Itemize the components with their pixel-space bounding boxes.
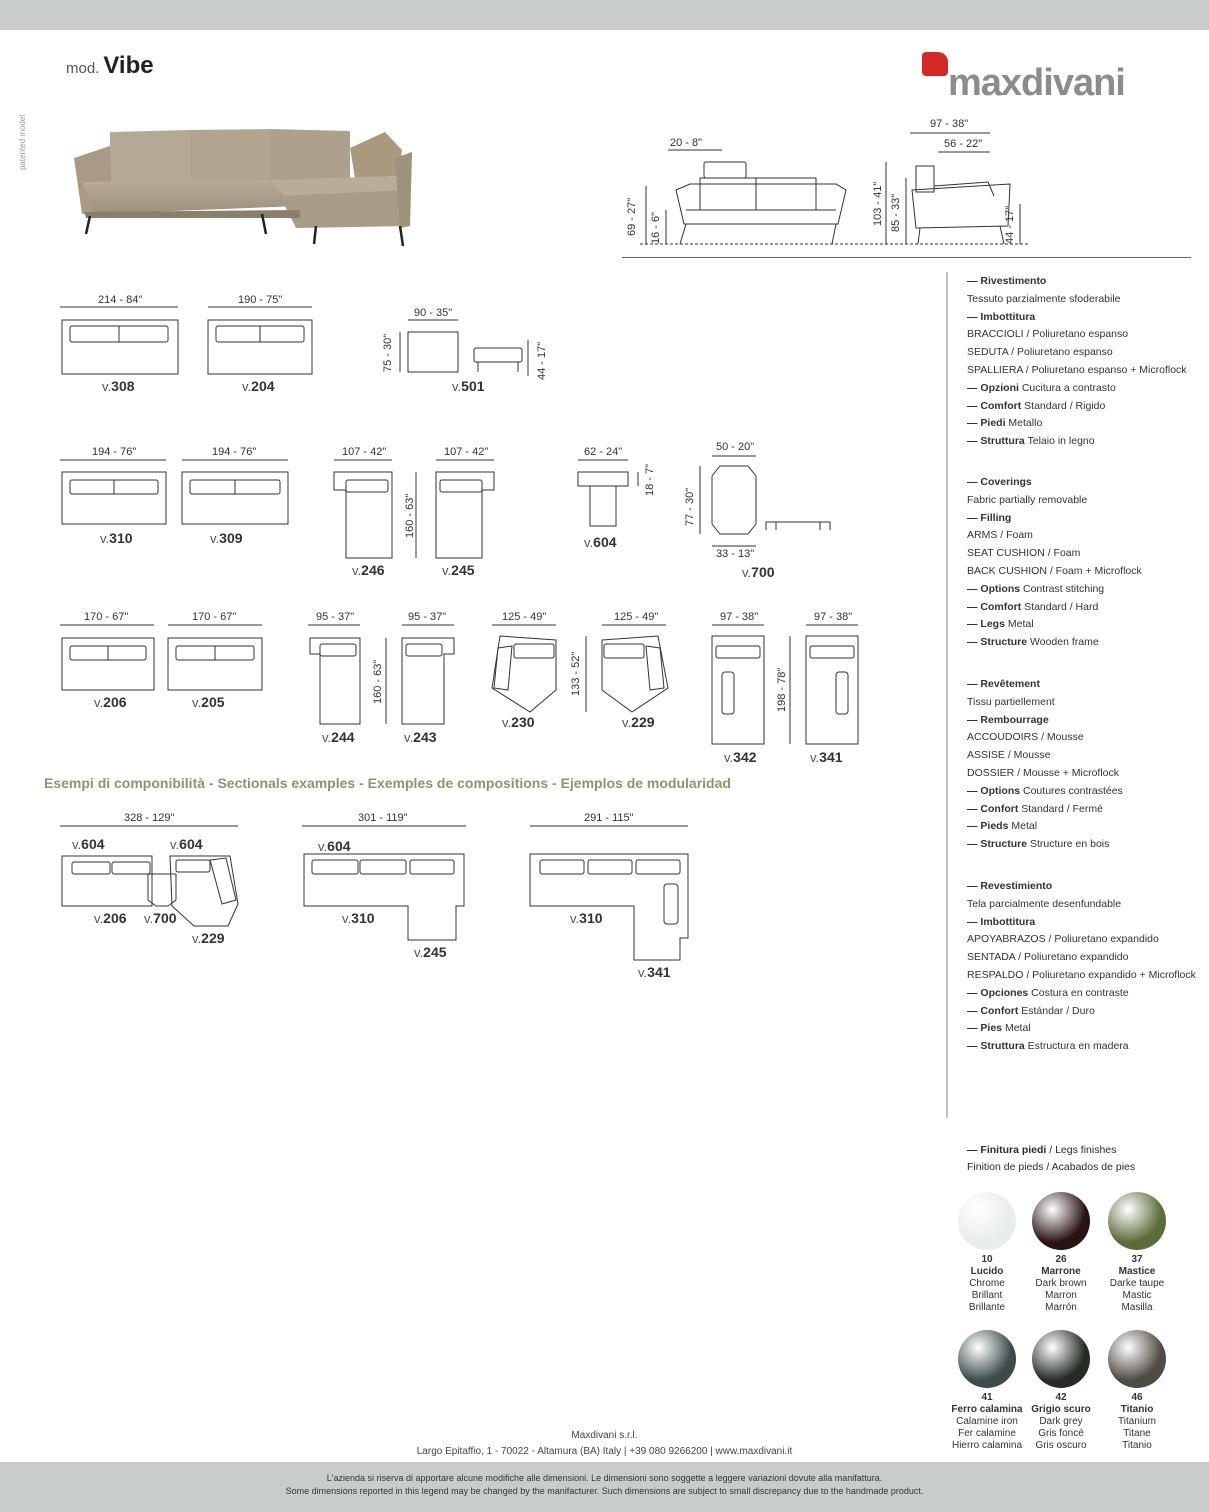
- v-prefix: v.: [724, 750, 734, 765]
- sectionals-title: Esempi di componibilità - Sectionals examples - Exemples de compositions - Ejemplos de modularidad: [44, 775, 731, 791]
- composition-dim: 328 - 129": [124, 812, 175, 824]
- module-label: [570, 910, 603, 926]
- finishes-title: [967, 1142, 1197, 1176]
- finish-en: Dark brown: [1035, 1278, 1087, 1289]
- spec-heading: — Struttura: [967, 1040, 1025, 1053]
- spec-line: [967, 818, 1197, 836]
- finish-en: Titanium: [1118, 1416, 1156, 1427]
- module-label: [94, 694, 127, 710]
- v-prefix: v.: [414, 945, 424, 960]
- finish-es: Marrón: [1045, 1302, 1077, 1313]
- module-label: [170, 836, 203, 852]
- module-code: 341: [647, 964, 671, 980]
- spec-line: [967, 380, 1197, 398]
- module-label: [442, 562, 475, 578]
- module-code: 246: [361, 562, 385, 578]
- spec-text: DOSSIER / Mousse + Microflock: [967, 766, 1119, 779]
- v-prefix: v.: [94, 911, 104, 926]
- v-prefix: v.: [318, 839, 328, 854]
- spec-line: [967, 634, 1197, 652]
- spec-heading: — Structure: [967, 838, 1028, 851]
- module-code: 204: [251, 378, 275, 394]
- v-prefix: v.: [584, 535, 594, 550]
- footer-address: Largo Epitaffio, 1 - 70022 - Altamura (BA) Italy | +39 080 9266200 | www.maxdivani.it: [416, 1446, 793, 1457]
- spec-text: Metal: [1002, 1022, 1031, 1035]
- v-prefix: v.: [170, 837, 180, 852]
- brand-logo: maxdivani: [948, 62, 1125, 104]
- spec-line: [967, 581, 1197, 599]
- spec-line: [967, 694, 1197, 712]
- dim-label: 194 - 76": [92, 446, 137, 458]
- module-code: 700: [751, 564, 775, 580]
- spec-heading: — Coverings: [967, 476, 1032, 488]
- dim-label: 194 - 76": [212, 446, 257, 458]
- spec-text: Contrast stitching: [1020, 582, 1105, 595]
- composition-dim: 301 - 119": [358, 812, 408, 824]
- module-label: [584, 534, 617, 550]
- module-code: 342: [733, 749, 757, 765]
- finish-swatch: [1108, 1192, 1166, 1250]
- v-prefix: v.: [442, 563, 452, 578]
- module-label: [72, 836, 105, 852]
- finish-swatch: [958, 1192, 1016, 1250]
- v-prefix: v.: [404, 730, 414, 745]
- finish-en: Darke taupe: [1109, 1278, 1165, 1289]
- module-code: 604: [81, 836, 105, 852]
- dim-label: 190 - 75": [238, 294, 283, 306]
- spec-line: [967, 712, 1197, 730]
- spec-line: [967, 599, 1197, 617]
- dim-label: 214 - 84": [98, 294, 143, 306]
- spec-text: Costura en contraste: [1028, 986, 1129, 999]
- spec-heading: — Rivestimento: [967, 275, 1047, 287]
- v-prefix: v.: [638, 965, 648, 980]
- spec-line: [967, 747, 1197, 765]
- dim-label: 95 - 37": [408, 611, 447, 623]
- spec-line: [967, 949, 1197, 967]
- finish-swatch: [1032, 1192, 1090, 1250]
- module-label: [742, 564, 775, 580]
- module-code: 206: [103, 694, 127, 710]
- spec-line: [967, 878, 1197, 896]
- v-prefix: v.: [210, 531, 220, 546]
- dim-label: 160 - 63": [372, 659, 384, 704]
- spec-text: Tissu partiellement: [967, 695, 1055, 708]
- spec-text: ARMS / Foam: [967, 529, 1033, 542]
- module-code: 310: [109, 530, 133, 546]
- module-label: [502, 714, 535, 730]
- spec-heading: — Imbottitura: [967, 310, 1036, 323]
- module-label: [192, 930, 225, 946]
- model-title: [66, 52, 154, 80]
- module-code: 230: [511, 714, 535, 730]
- module-label: [452, 378, 485, 394]
- finishes-subtitle: Finition de pieds / Acabados de pies: [967, 1161, 1136, 1173]
- disclaimer-en: Some dimensions reported in this legend may be changed by the manifacturer. Such dimensions are subject to small discrepancy due to the handmade product.: [285, 1486, 924, 1496]
- dim-label: 198 - 78": [776, 667, 788, 712]
- finish-swatch: [1108, 1330, 1166, 1388]
- front-width-dim: 20 - 8": [670, 137, 703, 149]
- v-prefix: v.: [144, 911, 154, 926]
- spec-heading: — Confort: [967, 1004, 1019, 1017]
- dim-label: 160 - 63": [404, 493, 416, 538]
- spec-block-fr: [967, 676, 1197, 854]
- spec-text: Telaio in legno: [1024, 435, 1095, 448]
- module-label: [242, 378, 275, 394]
- finish-name: Lucido: [970, 1266, 1004, 1277]
- spec-text: Wooden frame: [1027, 636, 1099, 649]
- v-prefix: v.: [342, 911, 352, 926]
- module-label: [102, 378, 135, 394]
- brand-logo-icon: [922, 52, 948, 76]
- finish-es: Titanio: [1122, 1440, 1152, 1451]
- spec-text: Coutures contrastées: [1020, 784, 1123, 797]
- spec-heading: — Rembourrage: [967, 713, 1049, 726]
- spec-heading: — Piedi: [967, 417, 1006, 430]
- module-code: 604: [593, 534, 617, 550]
- finish-code: 10: [981, 1254, 993, 1265]
- finish-swatch: [1032, 1330, 1090, 1388]
- dim-label: 125 - 49": [614, 611, 659, 623]
- spec-line: [967, 344, 1197, 362]
- finish-caption: [1092, 1392, 1182, 1452]
- dim-label: 97 - 38": [814, 611, 853, 623]
- module-label: [352, 562, 385, 578]
- spec-text: Metallo: [1005, 417, 1043, 430]
- dim-label: 125 - 49": [502, 611, 547, 623]
- v-prefix: v.: [452, 379, 462, 394]
- finish-name: Grigio scuro: [1031, 1404, 1091, 1415]
- dim-label: 75 - 30": [382, 333, 394, 372]
- module-code: 341: [819, 749, 843, 765]
- spec-line: [967, 931, 1197, 949]
- disclaimer-it: L'azienda si riserva di apportare alcune modifiche alle dimensioni. Le dimensioni sono soggette a leggere variazioni dovute alla manifattura.: [326, 1473, 883, 1483]
- spec-line: [967, 398, 1197, 416]
- spec-line: [967, 309, 1197, 327]
- spec-heading: — Revestimiento: [967, 880, 1053, 892]
- finish-code: 37: [1131, 1254, 1143, 1265]
- spec-heading: — Options: [967, 582, 1021, 595]
- module-code: 206: [103, 910, 127, 926]
- module-code: 245: [451, 562, 475, 578]
- module-code: 700: [153, 910, 177, 926]
- dim-label: 170 - 67": [84, 611, 129, 623]
- spec-line: [967, 765, 1197, 783]
- front-height-dim: 69 - 27": [626, 197, 638, 236]
- dim-label: 90 - 35": [414, 307, 453, 319]
- spec-text: BRACCIOLI / Poliuretano espanso: [967, 328, 1129, 341]
- spec-text: Cucitura a contrasto: [1018, 381, 1116, 394]
- spec-heading: — Pies: [967, 1022, 1003, 1035]
- finish-es: Gris oscuro: [1035, 1440, 1087, 1451]
- spec-line: [967, 914, 1197, 932]
- spec-line: [967, 492, 1197, 510]
- spec-divider: [946, 272, 948, 1118]
- dim-label: 107 - 42": [342, 446, 387, 458]
- v-prefix: v.: [810, 750, 820, 765]
- spec-text: SENTADA / Poliuretano expandido: [967, 951, 1129, 964]
- spec-text: SEAT CUSHION / Foam: [967, 547, 1081, 560]
- spec-line: [967, 291, 1197, 309]
- spec-text: Estructura en madera: [1024, 1040, 1129, 1053]
- module-code: 243: [413, 729, 437, 745]
- side-height-min-dim: 85 - 33": [890, 193, 902, 232]
- spec-text: Fabric partially removable: [967, 493, 1088, 506]
- dim-label: 95 - 37": [316, 611, 355, 623]
- finish-name: Marrone: [1041, 1266, 1081, 1277]
- spec-text: BACK CUSHION / Foam + Microflock: [967, 564, 1142, 577]
- v-prefix: v.: [100, 531, 110, 546]
- side-depth-closed-dim: 56 - 22": [944, 138, 983, 150]
- spec-text: Metal: [1008, 820, 1038, 833]
- spec-line: [967, 510, 1197, 528]
- v-prefix: v.: [322, 730, 332, 745]
- finish-code: 42: [1055, 1392, 1067, 1403]
- module-label: [210, 530, 243, 546]
- footer-company: Maxdivani s.r.l.: [571, 1430, 638, 1441]
- v-prefix: v.: [192, 695, 202, 710]
- finish-fr: Titane: [1123, 1428, 1151, 1439]
- spec-line: [967, 474, 1197, 492]
- spec-line: [967, 326, 1197, 344]
- v-prefix: v.: [102, 379, 112, 394]
- v-prefix: v.: [622, 715, 632, 730]
- spec-line: [967, 527, 1197, 545]
- spec-line: [967, 273, 1197, 291]
- spec-text: APOYABRAZOS / Poliuretano expandido: [967, 933, 1159, 946]
- spec-text: SPALLIERA / Poliuretano espanso + Microflock: [967, 363, 1187, 376]
- spec-line: [967, 783, 1197, 801]
- spec-line: [967, 362, 1197, 380]
- dim-label: 33 - 13": [716, 548, 755, 560]
- patented-label: patented model: [18, 114, 27, 170]
- v-prefix: v.: [72, 837, 82, 852]
- spec-heading: — Confort: [967, 802, 1019, 815]
- spec-heading: — Revêtement: [967, 678, 1040, 690]
- spec-text: ASSISE / Mousse: [967, 749, 1051, 762]
- dim-label: 133 - 52": [570, 651, 582, 696]
- finish-name: Ferro calamina: [951, 1404, 1023, 1415]
- v-prefix: v.: [742, 565, 752, 580]
- spec-block-es: [967, 878, 1197, 1056]
- spec-block-en: [967, 474, 1197, 652]
- spec-heading: — Comfort: [967, 399, 1022, 412]
- finish-fr: Brillant: [971, 1290, 1003, 1301]
- spec-text: SEDUTA / Poliuretano espanso: [967, 346, 1113, 359]
- finish-es: Brillante: [968, 1302, 1006, 1313]
- finish-code: 46: [1131, 1392, 1143, 1403]
- spec-text: Standard / Fermé: [1018, 802, 1103, 815]
- module-label: [192, 694, 225, 710]
- module-code: 309: [219, 530, 243, 546]
- spec-text: Tela parcialmente desenfundable: [967, 897, 1122, 910]
- v-prefix: v.: [242, 379, 252, 394]
- side-height-max-dim: 103 - 41": [872, 181, 884, 226]
- module-code: 501: [461, 378, 485, 394]
- module-label: [810, 749, 843, 765]
- module-label: [638, 964, 671, 980]
- module-label: [724, 749, 757, 765]
- finish-es: Masilla: [1121, 1302, 1153, 1313]
- spec-text: Estándar / Duro: [1018, 1004, 1095, 1017]
- dim-label: 18 - 7": [644, 463, 656, 496]
- finish-fr: Mastic: [1122, 1290, 1152, 1301]
- spec-heading: — Comfort: [967, 600, 1022, 613]
- finishes-title-rest: / Legs finishes: [1046, 1144, 1117, 1156]
- module-code: 604: [179, 836, 203, 852]
- spec-line: [967, 967, 1197, 985]
- module-label: [342, 910, 375, 926]
- module-code: 245: [423, 944, 447, 960]
- module-code: 244: [331, 729, 355, 745]
- finish-fr: Fer calamine: [958, 1428, 1016, 1439]
- module-code: 229: [201, 930, 225, 946]
- spec-line: [967, 801, 1197, 819]
- v-prefix: v.: [352, 563, 362, 578]
- spec-block-it: [967, 273, 1197, 451]
- finishes-title-bold: — Finitura piedi: [967, 1144, 1047, 1156]
- elevation-baseline: [622, 257, 1191, 258]
- module-label: [144, 910, 177, 926]
- module-code: 308: [111, 378, 135, 394]
- module-label: [404, 729, 437, 745]
- finish-caption: [1092, 1254, 1182, 1314]
- spec-line: [967, 1003, 1197, 1021]
- spec-heading: — Structure: [967, 636, 1028, 649]
- spec-text: RESPALDO / Poliuretano expandido + Microflock: [967, 968, 1196, 981]
- mod-prefix: mod.: [66, 60, 100, 77]
- spec-heading: — Pieds: [967, 820, 1009, 833]
- spec-heading: — Imbottitura: [967, 915, 1036, 928]
- finish-swatch: [958, 1330, 1016, 1388]
- finish-code: 41: [981, 1392, 993, 1403]
- finish-fr: Gris foncé: [1038, 1428, 1084, 1439]
- spec-text: Standard / Rigido: [1021, 399, 1106, 412]
- spec-heading: — Options: [967, 784, 1021, 797]
- spec-line: [967, 616, 1197, 634]
- module-code: 310: [351, 910, 375, 926]
- spec-line: [967, 433, 1197, 451]
- side-depth-open-dim: 97 - 38": [930, 118, 969, 130]
- v-prefix: v.: [192, 931, 202, 946]
- spec-text: ACCOUDOIRS / Mousse: [967, 731, 1084, 744]
- finish-en: Calamine iron: [956, 1416, 1018, 1427]
- module-label: [318, 838, 351, 854]
- spec-line: [967, 1038, 1197, 1056]
- top-band: [0, 0, 1209, 30]
- spec-line: [967, 729, 1197, 747]
- spec-line: [967, 676, 1197, 694]
- v-prefix: v.: [94, 695, 104, 710]
- front-seat-dim: 16 - 6": [650, 211, 662, 244]
- spec-line: [967, 1020, 1197, 1038]
- spec-heading: — Struttura: [967, 435, 1025, 448]
- module-code: 310: [579, 910, 603, 926]
- finish-name: Titanio: [1120, 1404, 1154, 1415]
- spec-line: [967, 836, 1197, 854]
- module-label: [414, 944, 447, 960]
- spec-text: Tessuto parzialmente sfoderabile: [967, 292, 1121, 305]
- v-prefix: v.: [570, 911, 580, 926]
- module-label: [94, 910, 127, 926]
- dim-label: 107 - 42": [444, 446, 489, 458]
- module-label: [322, 729, 355, 745]
- spec-heading: — Opciones: [967, 986, 1029, 999]
- finish-fr: Marron: [1045, 1290, 1077, 1301]
- side-seat-dim: 44 - 17": [1004, 205, 1016, 244]
- spec-line: [967, 545, 1197, 563]
- finish-es: Hierro calamina: [951, 1440, 1023, 1451]
- finish-name: Mastice: [1118, 1266, 1156, 1277]
- finish-en: Dark grey: [1039, 1416, 1083, 1427]
- dim-label: 170 - 67": [192, 611, 237, 623]
- spec-text: Metal: [1004, 618, 1034, 631]
- dim-label: 77 - 30": [684, 487, 696, 526]
- finish-code: 26: [1055, 1254, 1067, 1265]
- spec-line: [967, 563, 1197, 581]
- spec-heading: — Filling: [967, 511, 1012, 524]
- spec-line: [967, 985, 1197, 1003]
- module-label: [100, 530, 133, 546]
- dim-label: 44 - 17": [536, 341, 548, 380]
- module-code: 604: [327, 838, 351, 854]
- module-code: 229: [631, 714, 655, 730]
- module-code: 205: [201, 694, 225, 710]
- spec-line: [967, 896, 1197, 914]
- spec-text: Structure en bois: [1027, 838, 1110, 851]
- dim-label: 97 - 38": [720, 611, 759, 623]
- dim-label: 62 - 24": [584, 446, 623, 458]
- spec-heading: — Legs: [967, 618, 1005, 631]
- dim-label: 50 - 20": [716, 441, 755, 453]
- module-label: [622, 714, 655, 730]
- model-name: Vibe: [103, 52, 154, 79]
- spec-heading: — Opzioni: [967, 381, 1019, 394]
- finish-en: Chrome: [969, 1278, 1005, 1289]
- v-prefix: v.: [502, 715, 512, 730]
- spec-line: [967, 415, 1197, 433]
- spec-text: Standard / Hard: [1021, 600, 1099, 613]
- composition-dim: 291 - 115": [584, 812, 634, 824]
